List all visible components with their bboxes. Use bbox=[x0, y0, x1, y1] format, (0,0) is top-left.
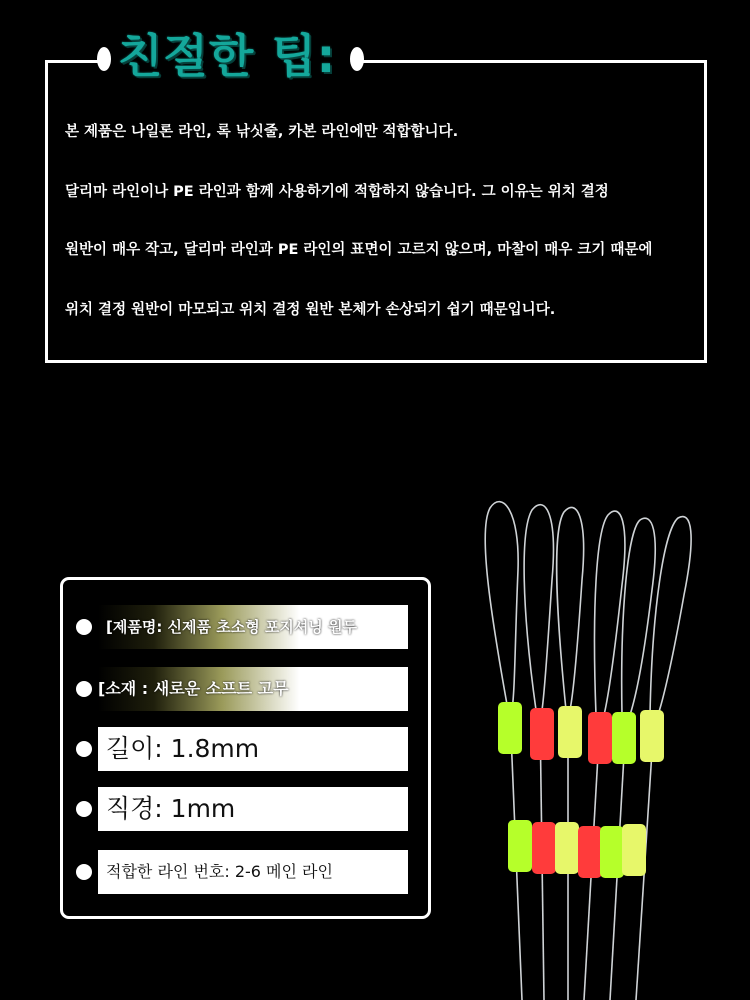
bead-green bbox=[508, 820, 532, 872]
bead-red bbox=[532, 822, 556, 874]
frame-top-right bbox=[360, 60, 707, 63]
title-dot-left bbox=[97, 47, 111, 71]
bead-green bbox=[600, 826, 624, 878]
bead-yellow bbox=[555, 822, 579, 874]
bead-red bbox=[530, 708, 554, 760]
spec-material: [소재 : 새로운 소프트 고무 bbox=[98, 679, 289, 698]
title-dot-right bbox=[350, 47, 364, 71]
bead-green bbox=[498, 702, 522, 754]
bead-yellow bbox=[558, 706, 582, 758]
spec-product-name: [제품명: 신제품 초소형 포지셔닝 원두 bbox=[106, 618, 358, 636]
tips-title: 친절한 팁: bbox=[118, 29, 337, 83]
frame-top-left bbox=[45, 60, 100, 63]
tips-line-2: 달리마 라인이나 PE 라인과 함께 사용하기에 적합하지 않습니다. 그 이유는 위치 결정 bbox=[65, 184, 609, 200]
bullet-icon bbox=[76, 681, 92, 697]
bead-red bbox=[578, 826, 602, 878]
bead-threader-illustration bbox=[460, 490, 750, 1000]
tips-line-4: 위치 결정 원반이 마모되고 위치 결정 원반 본체가 손상되기 쉽기 때문입니다. bbox=[65, 302, 556, 318]
bead-yellow bbox=[622, 824, 646, 876]
spec-length: 길이: 1.8mm bbox=[106, 734, 260, 763]
bullet-icon bbox=[76, 801, 92, 817]
bead-red bbox=[588, 712, 612, 764]
bullet-icon bbox=[76, 741, 92, 757]
wire-loops bbox=[485, 502, 691, 715]
tips-line-3: 원반이 매우 작고, 달리마 라인과 PE 라인의 표면이 고르지 않으며, 마찰이 매우 크기 때문에 bbox=[65, 242, 653, 258]
tips-line-1: 본 제품은 나일론 라인, 록 낚싯줄, 카본 라인에만 적합합니다. bbox=[65, 124, 459, 140]
spec-diameter: 직경: 1mm bbox=[106, 794, 236, 823]
spec-line-number: 적합한 라인 번호: 2-6 메인 라인 bbox=[106, 862, 333, 881]
bead-yellow bbox=[640, 710, 664, 762]
bullet-icon bbox=[76, 619, 92, 635]
bead-green bbox=[612, 712, 636, 764]
bullet-icon bbox=[76, 864, 92, 880]
